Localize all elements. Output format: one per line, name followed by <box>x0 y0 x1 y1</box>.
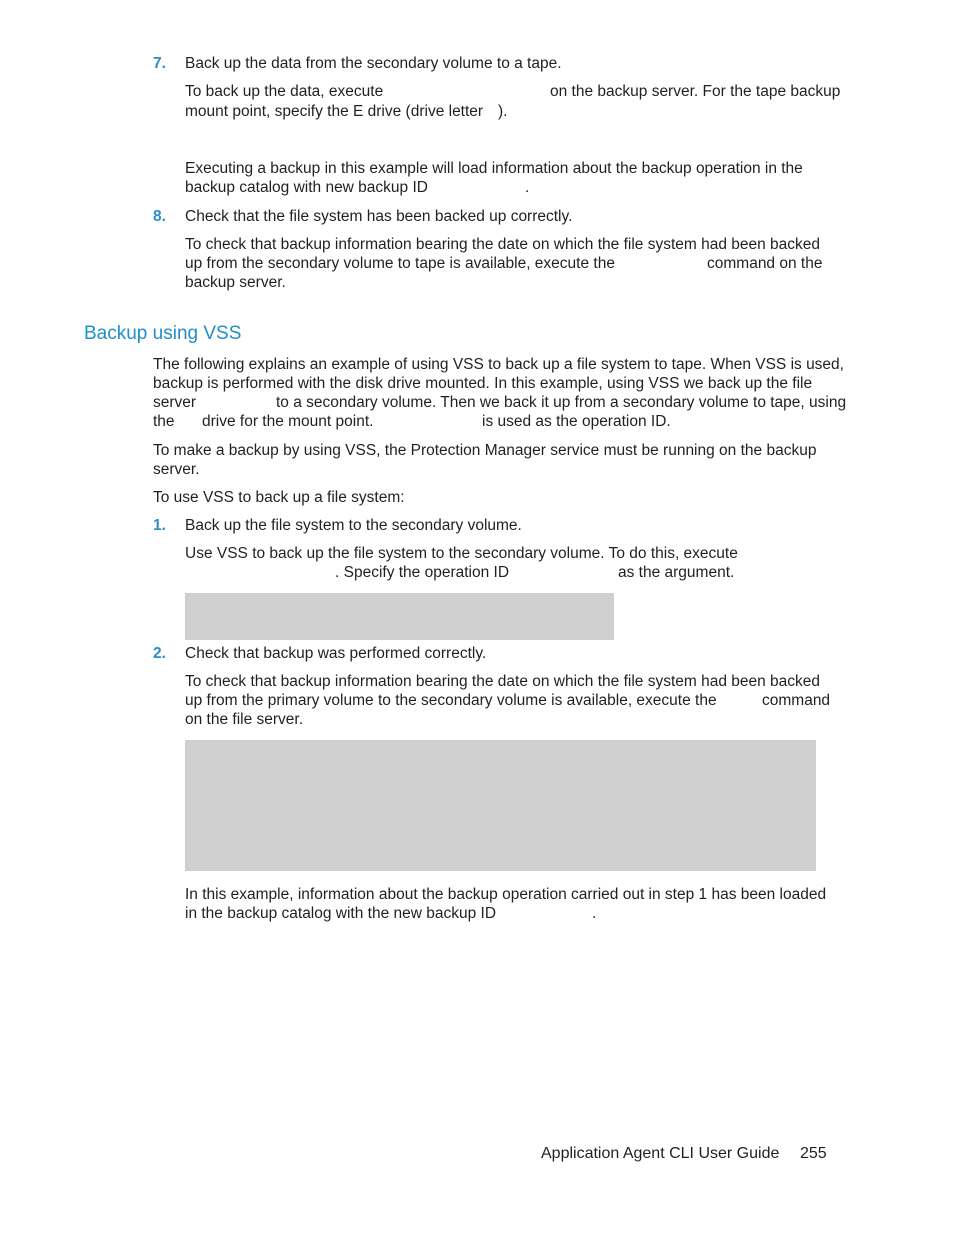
vss-step-2-line-2a: up from the primary volume to the secondary volume is available, execute the <box>185 692 717 709</box>
intro-line-3a: server <box>153 394 197 411</box>
step-7-text-c: mount point, specify the E drive (drive letter <box>185 103 484 120</box>
step-7-text-b: on the backup server. For the tape backup <box>550 83 841 100</box>
intro-line-4b: drive for the mount point. <box>202 413 374 430</box>
step-8-line-3: backup server. <box>185 274 286 291</box>
step-8-title: Check that the file system has been backed up correctly. <box>185 208 573 225</box>
step-7-number: 7. <box>153 55 166 72</box>
vss-step-2-line-2b: command <box>762 692 831 709</box>
step-8-number: 8. <box>153 208 166 225</box>
para2-line-1: To make a backup by using VSS, the Protection Manager service must be running on the backup <box>153 442 817 459</box>
intro-line-4c: is used as the operation ID. <box>482 413 671 430</box>
intro-line-2: backup is performed with the disk drive mounted. In this example, using VSS we back up the file <box>153 375 813 392</box>
vss-step-1-line-1: Use VSS to back up the file system to the secondary volume. To do this, execute <box>185 545 738 562</box>
intro-line-1: The following explains an example of using VSS to back up a file system to tape. When VSS is used, <box>153 356 844 373</box>
step-8-line-2a: up from the secondary volume to tape is available, execute the <box>185 255 615 272</box>
vss-step-2-line-1: To check that backup information bearing the date on which the file system had been backed <box>185 673 821 690</box>
vss-step-1-line-2b: as the argument. <box>618 564 735 581</box>
step-8-line-1: To check that backup information bearing the date on which the file system had been backed <box>185 236 821 253</box>
para3: To use VSS to back up a file system: <box>153 489 405 506</box>
step-7-title: Back up the data from the secondary volume to a tape. <box>185 55 562 72</box>
code-block-1 <box>185 593 614 640</box>
page-number: 255 <box>800 1145 827 1162</box>
vss-step-2-line-3: on the file server. <box>185 711 304 728</box>
step-7-result-line-2a: backup catalog with new backup ID <box>185 179 428 196</box>
intro-line-4a: the <box>153 413 175 430</box>
vss-step-2-number: 2. <box>153 645 166 662</box>
vss-step-1-title: Back up the file system to the secondary volume. <box>185 517 522 534</box>
section-heading: Backup using VSS <box>84 323 242 344</box>
vss-step-2-after-line-2a: in the backup catalog with the new backup ID <box>185 905 497 922</box>
code-block-2 <box>185 740 816 871</box>
vss-step-2-after-line-2b: . <box>592 905 597 922</box>
vss-step-2-after-line-1: In this example, information about the backup operation carried out in step 1 has been loaded <box>185 886 827 903</box>
intro-line-3b: to a secondary volume. Then we back it up from a secondary volume to tape, using <box>276 394 847 411</box>
step-7-result-line-1: Executing a backup in this example will load information about the backup operation in the <box>185 160 803 177</box>
vss-step-2-title: Check that backup was performed correctly. <box>185 645 487 662</box>
step-7-text-a: To back up the data, execute <box>185 83 384 100</box>
step-8-line-2b: command on the <box>707 255 823 272</box>
footer-title: Application Agent CLI User Guide <box>541 1145 780 1162</box>
para2-line-2: server. <box>153 461 200 478</box>
step-7-result-line-2b: . <box>525 179 530 196</box>
step-7-text-d: ). <box>498 103 508 120</box>
vss-step-1-line-2a: . Specify the operation ID <box>335 564 510 581</box>
vss-step-1-number: 1. <box>153 517 166 534</box>
